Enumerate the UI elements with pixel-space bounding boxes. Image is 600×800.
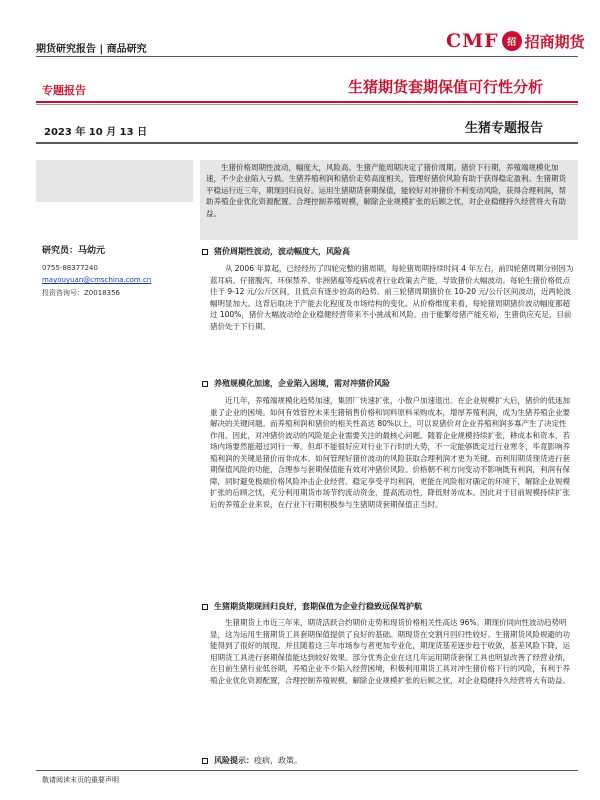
section-heading (202, 378, 390, 389)
summary-text: 生猪价格周期性波动，幅度大，风险高。生猪产能周期决定了猪价周期。猪价下行期，养殖端规模化加速，不少企业陷入亏损。生猪养殖利润和猪价走势高度相关，管理好猪价风险有助于获得稳定盈利。生猪期货平稳运行近三年，期现回归良好。运用生猪期货套期保值，能较好对冲猪价不利变动风险，获得合理利润，帮助养殖企业优化资源配置、合理控制养殖规模，解除企业规模扩张的后顾之忧，对企业稳健持久经营将大有助益。 (206, 163, 566, 218)
header-divider (36, 56, 578, 57)
analyst-phone: 0755-88377240 (42, 264, 98, 272)
square-bullet-icon (202, 381, 208, 387)
square-bullet-icon (202, 604, 208, 610)
footer-disclaimer: 敬请阅读末页的重要声明 (42, 776, 119, 784)
left-column-band (36, 160, 193, 202)
summary-box (200, 160, 578, 240)
report-category: 期货研究报告 | 商品研究 (36, 44, 147, 55)
section-heading (202, 246, 350, 257)
report-date: 2023 年 10 月 13 日 (44, 127, 148, 138)
report-type: 专题报告 (42, 84, 86, 97)
subtitle-divider (36, 142, 578, 144)
logo-text: CMF (446, 30, 499, 52)
section-paragraph: 近几年，养殖端规模化趋势加速，集团厂快速扩张，小散户加速退出。在企业规模扩大后，猪价的低迷加重了企业的困境。如何有效管控未来生猪销售价格和饲料原料采购成本，增厚养殖利润，成为生猪养殖企业要解决的关键问题。而养殖利润和猪价的相关性高达 80%以上，可以说猪价对企业养殖利润多寡产生了决定性作用。因此，对冲猪价波动的风险是企业需要关注的最核心问题。随着企业规模持续扩张，耕成本和资本，若场内场要然能超过同行一筹。但却不能很好应对行业下行时的大势，不一定能够既定过行业寒冬，毕竟影响养殖利润的关键是猪价而非成本。如何管理好猪价波动的风险获取合理利润才更为关键。而利用期货现货进行套期保值风险的功能，合理参与套期保值能有效对冲猪价风险。价格朝不利方向变动不影响既有利润，利润有保障，同时避免极端价格风险冲击企业经营。稳定享受平均利润，更能在风险相对确定的环境下，解除企业规模扩张的后顾之忧，充分利用期货市场节约流动资金，提高流动性，降低财务成本。因此对于目前规模持续扩张后的养殖企业来说，在行业下行期积极参与生猪期货套期保值正当时。 (210, 396, 570, 509)
risk-note (202, 755, 302, 766)
square-bullet-icon (202, 758, 208, 764)
page-title: 生猪期货套期保值可行性分析 (347, 78, 543, 96)
report-subtitle: 生猪专题报告 (464, 121, 543, 136)
section-paragraph: 生猪期货上市近三年来，期货活跃合约期价走势和现货价格相关性高达 96%。期现价同向性波动趋势明显，这为运用生猪期货工具套期保值提供了良好的基础。期现货在交割月回归性较好。生猪期货风险规避的功能得到了很好的展现。并且随着这三年市场参与者更加专业化，期现货基差逐步趋于收敛，基差风险下降，运用期货工具进行套期保值能达到较好效果。部分优秀企业在这几年运用期货套保工具也明显改善了经营业绩，在目前生猪行业低谷期，养殖企业不少陷入经营困境，积极利用期货工具对冲生猪价格下行的风险，有利于养殖企业优化资源配置，合理控制养殖规模，解除企业规模扩张的后顾之忧，对企业稳健持久经营将大有助益。 (210, 618, 570, 685)
section-heading-text: 养殖规模化加速，企业陷入困境，需对冲猪价风险 (214, 379, 390, 388)
section-heading-text: 猪价周期性波动，波动幅度大，风险高 (214, 247, 350, 256)
logo-badge-icon: 招 (502, 31, 522, 51)
title-divider (36, 101, 578, 103)
title-divider-thin (36, 104, 578, 105)
analyst-license: 投资咨询号：Z0018356 (42, 289, 120, 297)
risk-text: 疫病，政策。 (254, 756, 302, 765)
section-heading-text: 生猪期货期现回归良好，套期保值为企业行稳致远保驾护航 (214, 602, 422, 611)
risk-label: 风险提示： (214, 756, 254, 765)
footer-divider (36, 770, 578, 771)
section-paragraph: 从 2006 年算起，已经经历了四轮完整的猪周期，每轮猪周期持续时间 4 年左右，前四轮猪周期分别因为蓝耳病、仔猪腹泻、环保禁养、非洲猪瘟等疫病或者行业政策去产能，导致猪价大幅波动。每轮生猪价格低点往于 9-12 元/公斤区间，且低点有逐步抬高的趋势。前三轮猪周期猪价在 10-20 元/公斤区间波动，近两轮波幅明显加大。这背后取决于产能去化程度及市场结构的变化。从价格维度来看，每轮猪周期猪价波动幅度都超过 100%，猪价大幅波动给企业稳健经营带来不小挑战和风险。由于能繁母猪产能充裕，生猪供应充足，目前猪价处于下行期。 (210, 264, 574, 331)
logo-company-name: 招商期货 (524, 32, 585, 51)
analyst-email-link[interactable]: mayouyuan@cmschina.com.cn (42, 276, 152, 284)
square-bullet-icon (202, 249, 208, 255)
company-logo (446, 30, 585, 52)
section-heading (202, 601, 422, 612)
analyst-name: 研究员：马幼元 (42, 246, 106, 256)
